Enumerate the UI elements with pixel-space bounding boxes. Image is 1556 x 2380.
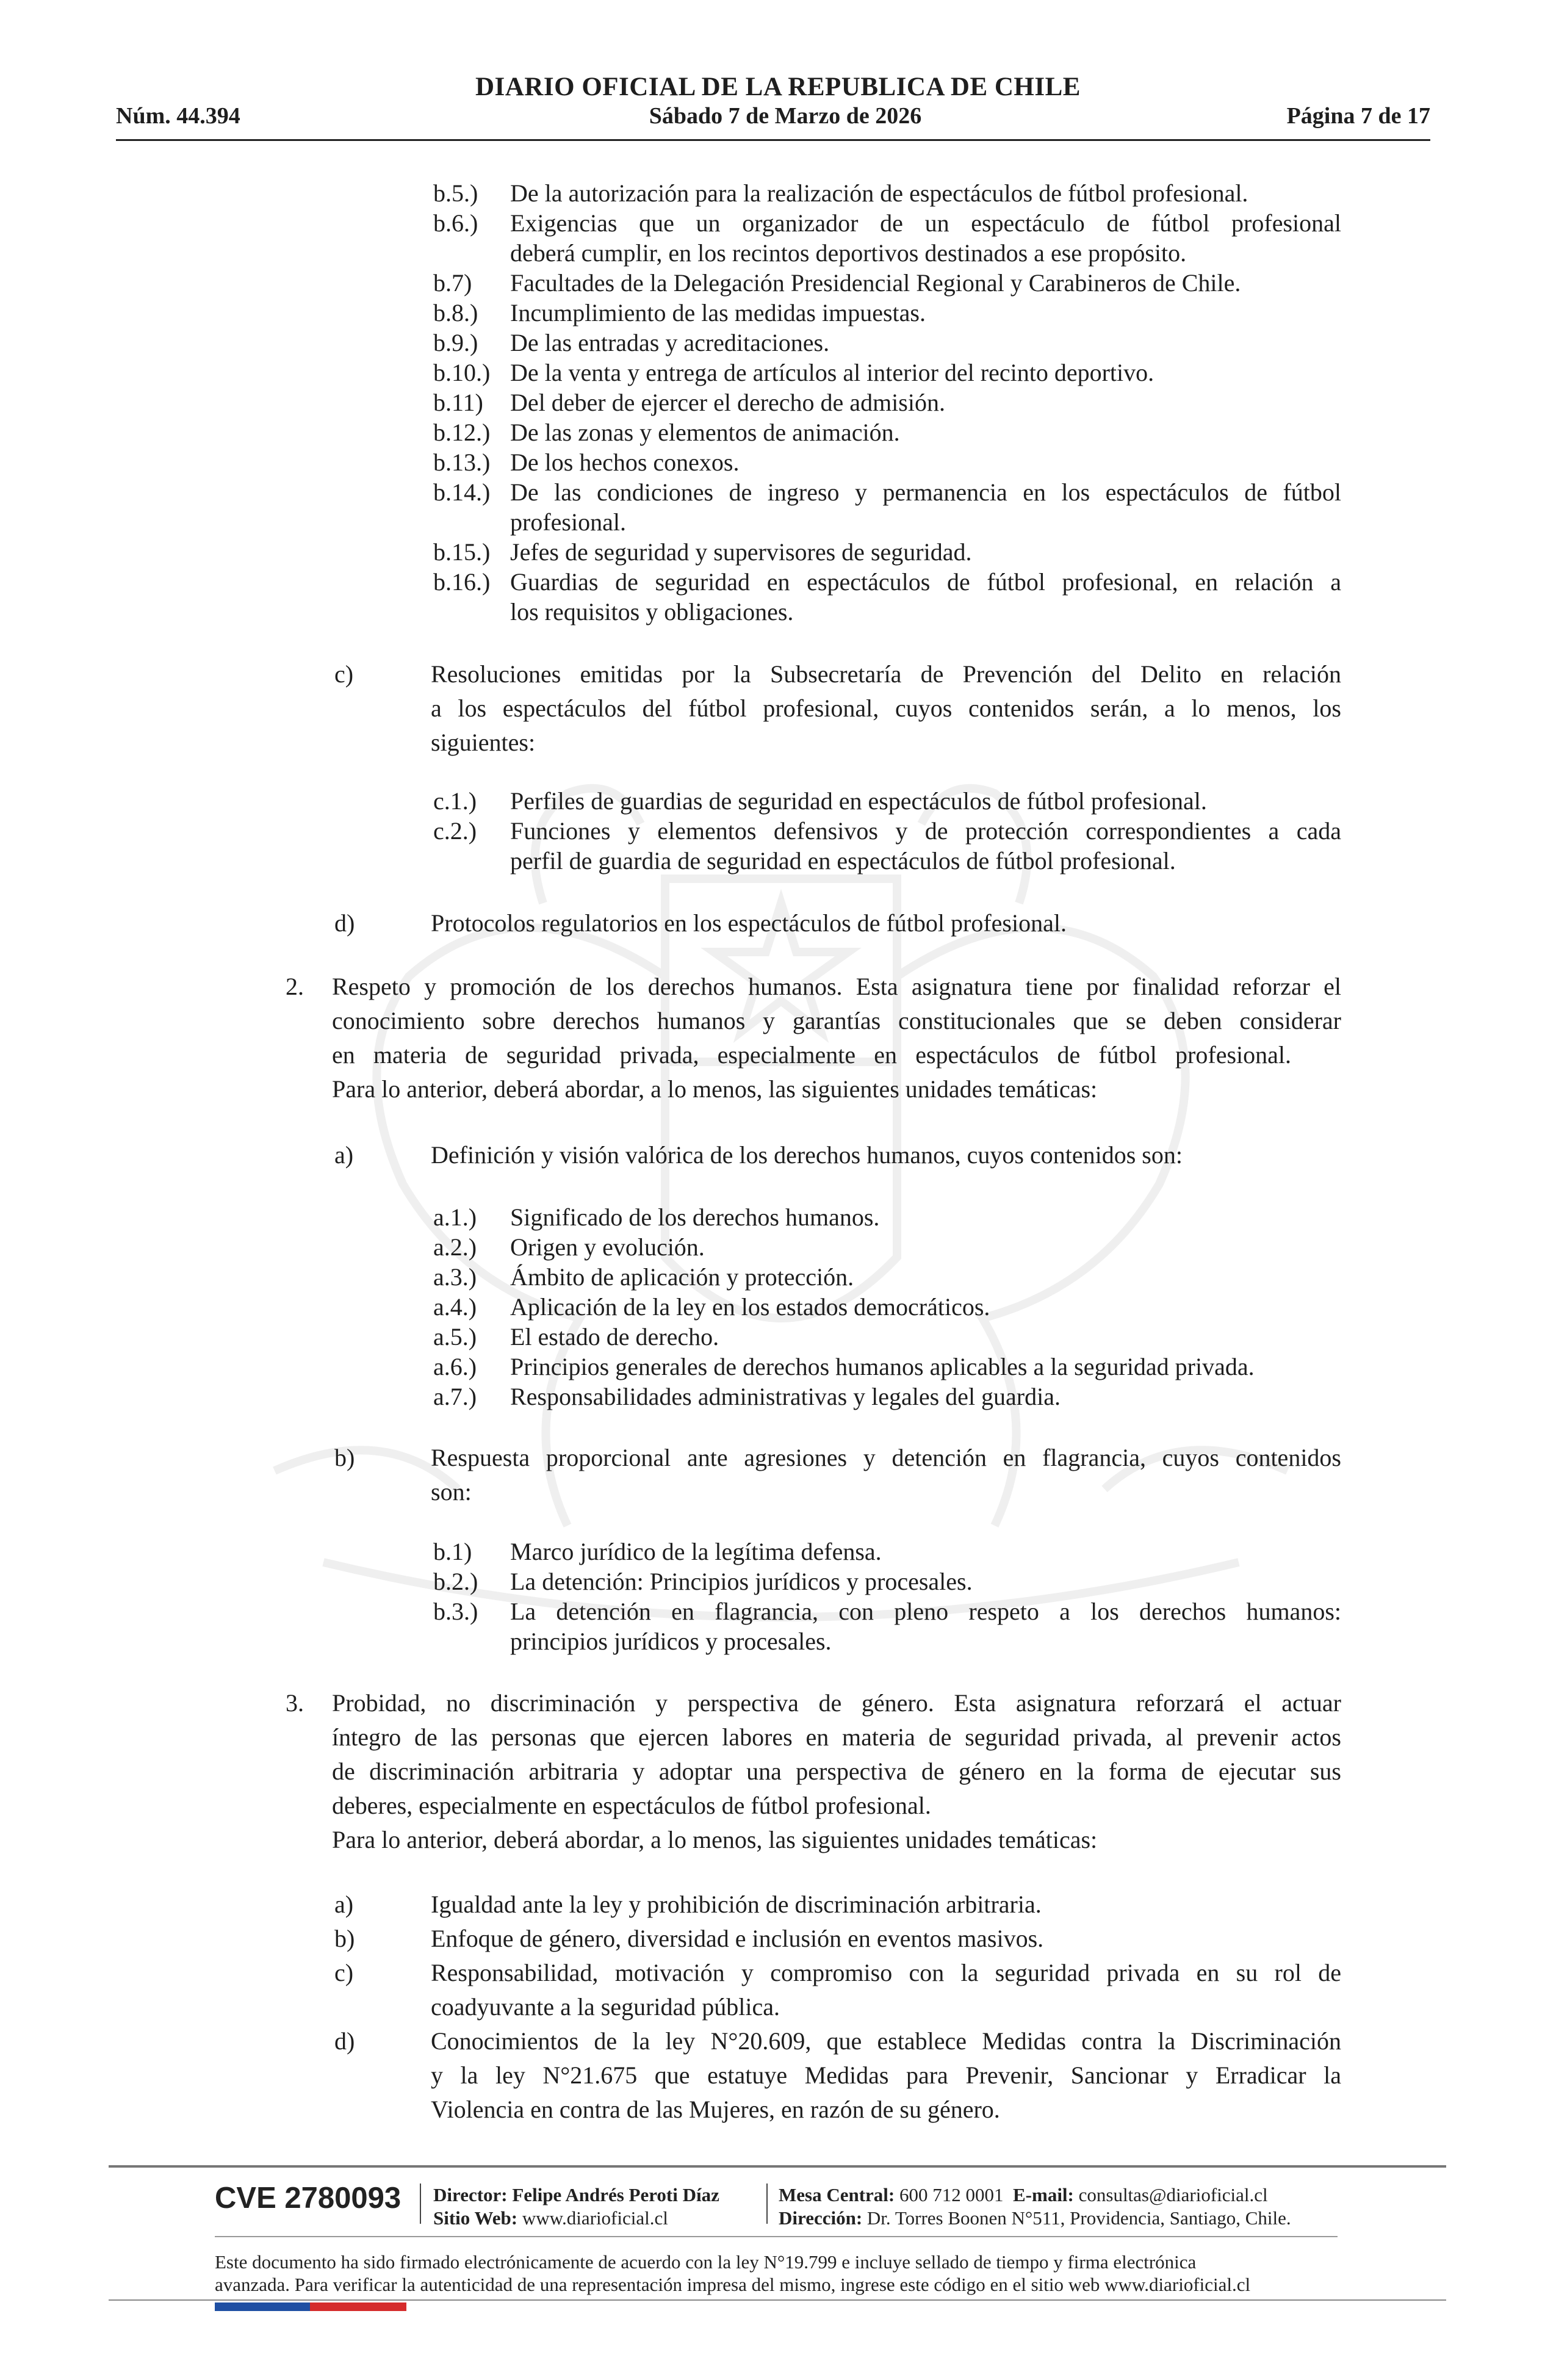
text-line: Enfoque de género, diversidad e inclusión en eventos masivos. bbox=[431, 1925, 1044, 1952]
text-line: y la ley N°21.675 que estatuye Medidas para Prevenir, Sancionar y Erradicar la bbox=[431, 2061, 1341, 2089]
text-line: a) bbox=[334, 1891, 354, 1918]
text-line: Ámbito de aplicación y protección. bbox=[510, 1263, 854, 1291]
text-line: 3. bbox=[286, 1689, 304, 1717]
flag-stripe-blue bbox=[215, 2302, 310, 2311]
text-line: a.2.) bbox=[433, 1233, 477, 1261]
text-line: De las entradas y acreditaciones. bbox=[510, 329, 830, 356]
text-line: coadyuvante a la seguridad pública. bbox=[431, 1993, 780, 2021]
text-line: de discriminación arbitraria y adoptar una perspectiva de género en la forma de ejecutar sus bbox=[332, 1758, 1341, 1785]
cve-code: CVE 2780093 bbox=[215, 2182, 402, 2215]
text-line: b.1) bbox=[433, 1538, 472, 1565]
legal-notice-line-1: Este documento ha sido firmado electrónicamente de acuerdo con la ley N°19.799 e incluye sellado de tiempo y firma electrónica bbox=[215, 2251, 1197, 2273]
text-line: b.3.) bbox=[433, 1598, 478, 1625]
header-divider bbox=[116, 139, 1430, 141]
text-line: Marco jurídico de la legítima defensa. bbox=[510, 1538, 882, 1565]
address-label: Dirección: bbox=[779, 2207, 863, 2229]
director-name: Felipe Andrés Peroti Díaz bbox=[512, 2184, 719, 2205]
website-label: Sitio Web: bbox=[433, 2207, 518, 2229]
text-line: 2. bbox=[286, 973, 304, 1000]
text-line: Para lo anterior, deberá abordar, a lo menos, las siguientes unidades temáticas: bbox=[332, 1075, 1098, 1103]
text-line: b) bbox=[334, 1925, 355, 1952]
text-line: Principios generales de derechos humanos aplicables a la seguridad privada. bbox=[510, 1353, 1255, 1380]
text-line: Responsabilidades administrativas y legales del guardia. bbox=[510, 1383, 1061, 1410]
text-line: Respuesta proporcional ante agresiones y detención en flagrancia, cuyos contenidos bbox=[431, 1444, 1341, 1471]
website-line bbox=[433, 2207, 668, 2230]
text-line: a) bbox=[334, 1141, 354, 1169]
text-line: Resoluciones emitidas por la Subsecretaría de Prevención del Delito en relación bbox=[431, 660, 1341, 688]
text-line: b.11) bbox=[433, 389, 483, 416]
text-line: Funciones y elementos defensivos y de protección correspondientes a cada bbox=[510, 817, 1341, 845]
footer-divider-top bbox=[109, 2165, 1446, 2168]
text-line: Igualdad ante la ley y prohibición de discriminación arbitraria. bbox=[431, 1891, 1042, 1918]
text-line: a los espectáculos del fútbol profesional, cuyos contenidos serán, a lo menos, los bbox=[431, 694, 1341, 722]
text-line: Significado de los derechos humanos. bbox=[510, 1203, 880, 1231]
text-line: Respeto y promoción de los derechos humanos. Esta asignatura tiene por finalidad reforzar el bbox=[332, 973, 1341, 1000]
text-line: b.2.) bbox=[433, 1568, 478, 1595]
text-line: Del deber de ejercer el derecho de admisión. bbox=[510, 389, 945, 416]
footer-divider-mid bbox=[215, 2236, 1338, 2237]
footer-separator bbox=[766, 2183, 768, 2224]
contact-line bbox=[779, 2183, 1268, 2207]
text-line: Guardias de seguridad en espectáculos de fútbol profesional, en relación a bbox=[510, 568, 1341, 596]
text-line: b.12.) bbox=[433, 419, 491, 446]
text-line: Facultades de la Delegación Presidencial Regional y Carabineros de Chile. bbox=[510, 269, 1241, 297]
text-line: b.5.) bbox=[433, 179, 478, 207]
text-line: conocimiento sobre derechos humanos y garantías constitucionales que se deben considerar bbox=[332, 1007, 1341, 1034]
text-line: deberes, especialmente en espectáculos de fútbol profesional. bbox=[332, 1792, 931, 1819]
text-line: los requisitos y obligaciones. bbox=[510, 598, 794, 626]
address-line bbox=[779, 2207, 1291, 2230]
text-line: De las condiciones de ingreso y permanencia en los espectáculos de fútbol bbox=[510, 478, 1341, 506]
text-line: b.6.) bbox=[433, 209, 478, 237]
text-line: b.15.) bbox=[433, 538, 491, 566]
text-line: a.4.) bbox=[433, 1293, 477, 1321]
phone-label: Mesa Central: bbox=[779, 2184, 895, 2205]
text-line: b.7) bbox=[433, 269, 472, 297]
text-line: b.10.) bbox=[433, 359, 491, 386]
text-line: c) bbox=[334, 1959, 354, 1986]
issue-number: Núm. 44.394 bbox=[116, 103, 240, 129]
website-link[interactable]: www.diarioficial.cl bbox=[522, 2207, 668, 2229]
text-line: De las zonas y elementos de animación. bbox=[510, 419, 900, 446]
text-line: perfil de guardia de seguridad en espectáculos de fútbol profesional. bbox=[510, 847, 1176, 874]
text-line: La detención: Principios jurídicos y procesales. bbox=[510, 1568, 973, 1595]
text-line: c) bbox=[334, 660, 354, 688]
text-line: Exigencias que un organizador de un espectáculo de fútbol profesional bbox=[510, 209, 1341, 237]
header-row bbox=[116, 103, 1430, 135]
footer-divider-bottom bbox=[109, 2299, 1446, 2301]
text-line: De la venta y entrega de artículos al interior del recinto deportivo. bbox=[510, 359, 1154, 386]
text-line: en materia de seguridad privada, especialmente en espectáculos de fútbol profesional. bbox=[332, 1041, 1291, 1069]
text-line: d) bbox=[334, 2027, 355, 2055]
text-line: De la autorización para la realización de espectáculos de fútbol profesional. bbox=[510, 179, 1248, 207]
text-line: b.14.) bbox=[433, 478, 491, 506]
issue-date: Sábado 7 de Marzo de 2026 bbox=[649, 103, 922, 129]
text-line: c.2.) bbox=[433, 817, 477, 845]
text-line: a.6.) bbox=[433, 1353, 477, 1380]
text-line: b.8.) bbox=[433, 299, 478, 326]
text-line: Responsabilidad, motivación y compromiso con la seguridad privada en su rol de bbox=[431, 1959, 1341, 1986]
text-line: Jefes de seguridad y supervisores de seguridad. bbox=[510, 538, 972, 566]
text-line: a.5.) bbox=[433, 1323, 477, 1350]
director-label: Director: bbox=[433, 2184, 508, 2205]
text-line: c.1.) bbox=[433, 787, 477, 815]
director-line bbox=[433, 2183, 719, 2207]
text-line: íntegro de las personas que ejercen labores en materia de seguridad privada, al prevenir actos bbox=[332, 1723, 1341, 1751]
text-line: siguientes: bbox=[431, 729, 536, 756]
text-line: b.16.) bbox=[433, 568, 491, 596]
text-line: profesional. bbox=[510, 508, 626, 536]
text-line: b) bbox=[334, 1444, 355, 1471]
text-line: Incumplimiento de las medidas impuestas. bbox=[510, 299, 926, 326]
flag-stripe-red bbox=[310, 2302, 406, 2311]
text-line: Protocolos regulatorios en los espectáculos de fútbol profesional. bbox=[431, 909, 1067, 937]
text-line: son: bbox=[431, 1478, 472, 1506]
legal-notice-line-2: avanzada. Para verificar la autenticidad de una representación impresa del mismo, ingrese este código en el sitio web www.diarioficial.cl bbox=[215, 2274, 1251, 2295]
page-indicator: Página 7 de 17 bbox=[1286, 103, 1430, 129]
text-line: deberá cumplir, en los recintos deportivos destinados a ese propósito. bbox=[510, 239, 1187, 267]
text-line: Violencia en contra de las Mujeres, en razón de su género. bbox=[431, 2096, 1000, 2123]
publication-title: DIARIO OFICIAL DE LA REPUBLICA DE CHILE bbox=[475, 73, 1081, 101]
text-line: a.7.) bbox=[433, 1383, 477, 1410]
text-line: b.13.) bbox=[433, 449, 491, 476]
text-line: El estado de derecho. bbox=[510, 1323, 719, 1350]
phone-number: 600 712 0001 bbox=[899, 2184, 1004, 2205]
text-line: a.3.) bbox=[433, 1263, 477, 1291]
text-line: Para lo anterior, deberá abordar, a lo menos, las siguientes unidades temáticas: bbox=[332, 1826, 1098, 1853]
text-line: Definición y visión valórica de los derechos humanos, cuyos contenidos son: bbox=[431, 1141, 1183, 1169]
address-value: Dr. Torres Boonen N°511, Providencia, Santiago, Chile. bbox=[866, 2207, 1291, 2229]
footer-separator bbox=[420, 2183, 421, 2224]
text-line: La detención en flagrancia, con pleno respeto a los derechos humanos: bbox=[510, 1598, 1341, 1625]
text-line: principios jurídicos y procesales. bbox=[510, 1628, 832, 1655]
text-line: d) bbox=[334, 909, 355, 937]
text-line: a.1.) bbox=[433, 1203, 477, 1231]
email-label: E-mail: bbox=[1013, 2184, 1074, 2205]
text-line: Probidad, no discriminación y perspectiva de género. Esta asignatura reforzará el actuar bbox=[332, 1689, 1341, 1717]
text-line: De los hechos conexos. bbox=[510, 449, 740, 476]
text-line: Origen y evolución. bbox=[510, 1233, 705, 1261]
text-line: Perfiles de guardias de seguridad en espectáculos de fútbol profesional. bbox=[510, 787, 1207, 815]
text-line: b.9.) bbox=[433, 329, 478, 356]
text-line: Aplicación de la ley en los estados democráticos. bbox=[510, 1293, 990, 1321]
text-line: Conocimientos de la ley N°20.609, que establece Medidas contra la Discriminación bbox=[431, 2027, 1341, 2055]
email-link[interactable]: consultas@diarioficial.cl bbox=[1078, 2184, 1268, 2205]
